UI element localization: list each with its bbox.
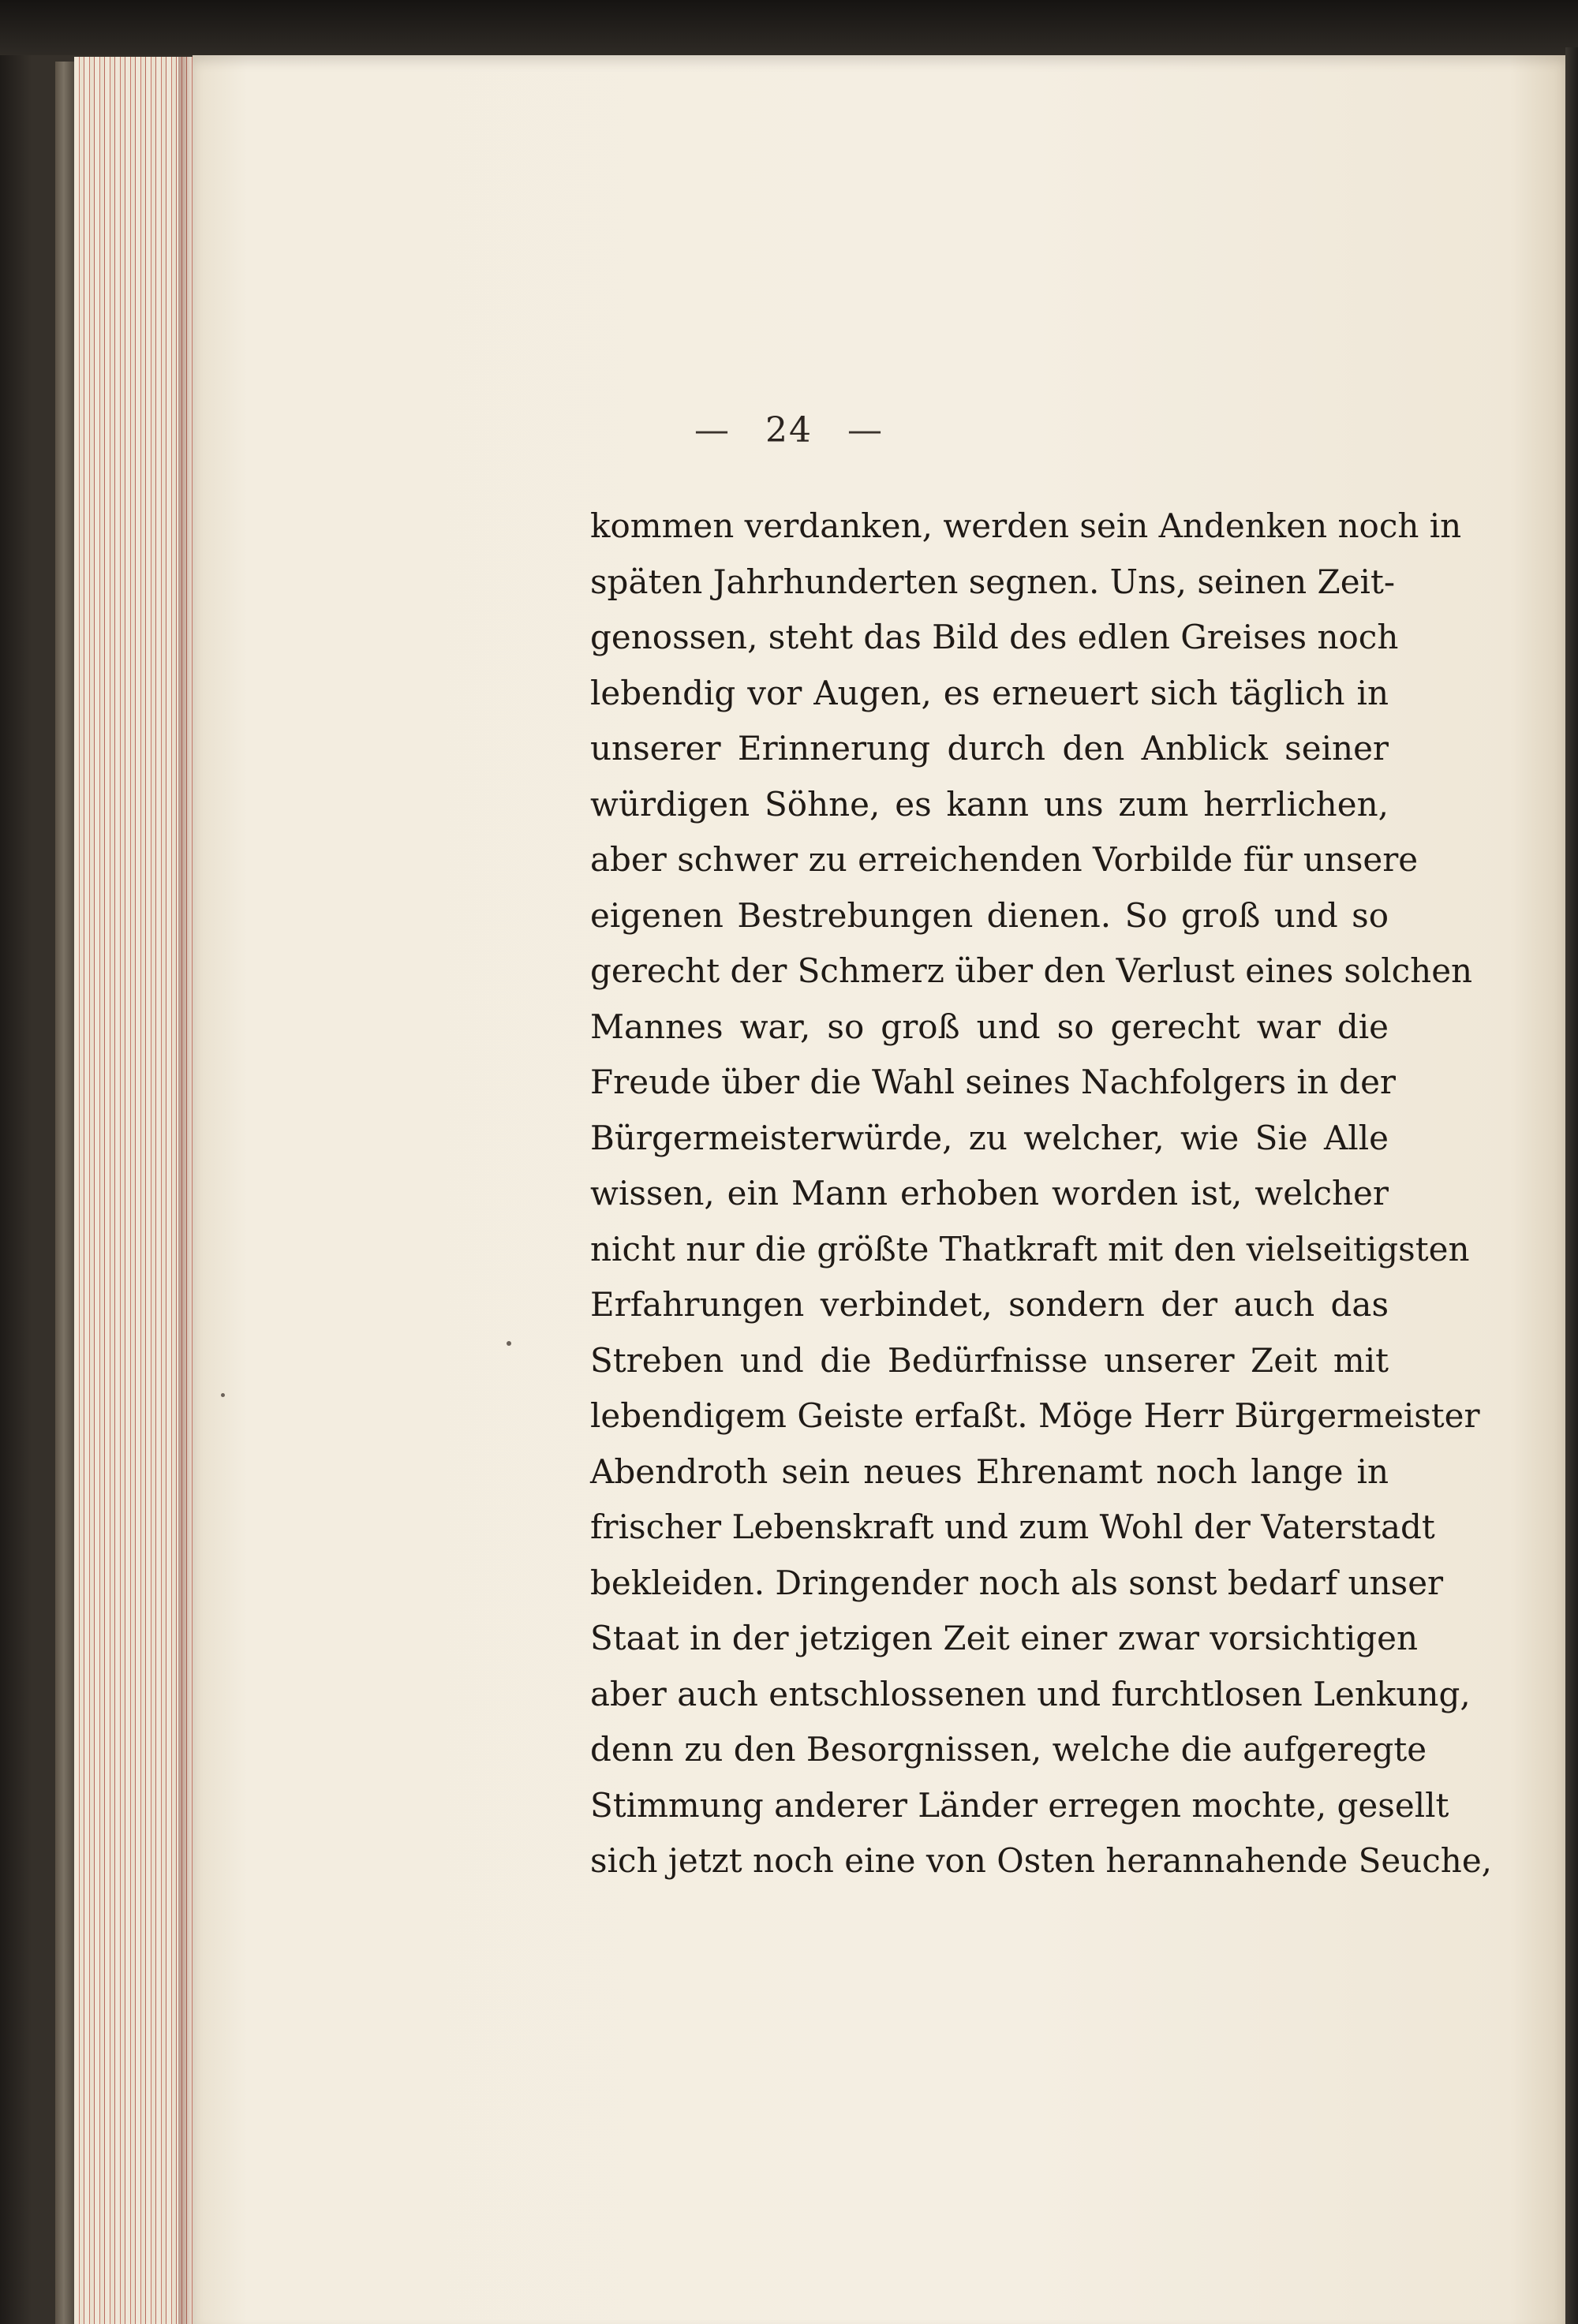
text-line: Stimmung anderer Länder erregen mochte, gesellt	[590, 1785, 1449, 1825]
text-line: Erfahrungen verbindet, sondern der auch das	[590, 1285, 1389, 1324]
text-line: lebendig vor Augen, es erneuert sich täglich in	[590, 673, 1389, 712]
page-edges-stack	[74, 57, 193, 2324]
text-line: bekleiden. Dringender noch als sonst bedarf unser	[590, 1563, 1444, 1602]
header-dash-left: —	[694, 410, 731, 450]
text-line: wissen, ein Mann erhoben worden ist, welcher	[590, 1174, 1389, 1212]
paper-speck	[221, 1393, 225, 1397]
text-line: unserer Erinnerung durch den Anblick seiner	[590, 729, 1389, 768]
paper-speck	[507, 1341, 511, 1346]
text-line: würdigen Söhne, es kann uns zum herrlichen,	[590, 784, 1389, 824]
text-line: Mannes war, so groß und so gerecht war die	[590, 1007, 1389, 1046]
page-header	[0, 410, 1578, 450]
text-line: Abendroth sein neues Ehrenamt noch lange in	[590, 1452, 1389, 1491]
book-binding	[55, 62, 74, 2324]
text-line: gerecht der Schmerz über den Verlust eines solchen	[590, 951, 1473, 990]
text-line: eigenen Bestrebungen dienen. So groß und so	[590, 895, 1389, 935]
header-dash-right: —	[847, 410, 884, 450]
text-line: Bürgermeisterwürde, zu welcher, wie Sie Alle	[590, 1118, 1389, 1157]
cover-right-edge	[1565, 47, 1578, 2324]
text-line: genossen, steht das Bild des edlen Greises noch	[590, 618, 1399, 656]
text-line: Staat in der jetzigen Zeit einer zwar vorsichtigen	[590, 1619, 1419, 1657]
text-line: aber auch entschlossenen und furchtlosen Lenkung,	[590, 1674, 1471, 1713]
page-edges-shadow	[178, 57, 193, 2324]
body-text	[590, 499, 1493, 1889]
text-line: nicht nur die größte Thatkraft mit den vielseitigsten	[590, 1229, 1470, 1268]
text-line: Freude über die Wahl seines Nachfolgers in der	[590, 1063, 1397, 1101]
text-line: sich jetzt noch eine von Osten herannahende Seuche,	[590, 1841, 1493, 1880]
page-number: 24	[765, 410, 813, 450]
text-line: frischer Lebenskraft und zum Wohl der Vaterstadt	[590, 1508, 1435, 1546]
text-line: denn zu den Besorgnissen, welche die aufgeregte	[590, 1730, 1427, 1769]
text-line: aber schwer zu erreichenden Vorbilde für unsere	[590, 840, 1419, 879]
text-line: lebendigem Geiste erfaßt. Möge Herr Bürgermeister	[590, 1396, 1480, 1435]
text-line: späten Jahrhunderten segnen. Uns, seinen Zeit-	[590, 562, 1396, 601]
text-line: Streben und die Bedürfnisse unserer Zeit mit	[590, 1340, 1389, 1380]
cover-top-edge	[0, 0, 1578, 55]
text-line: kommen verdanken, werden sein Andenken noch in	[590, 506, 1462, 545]
